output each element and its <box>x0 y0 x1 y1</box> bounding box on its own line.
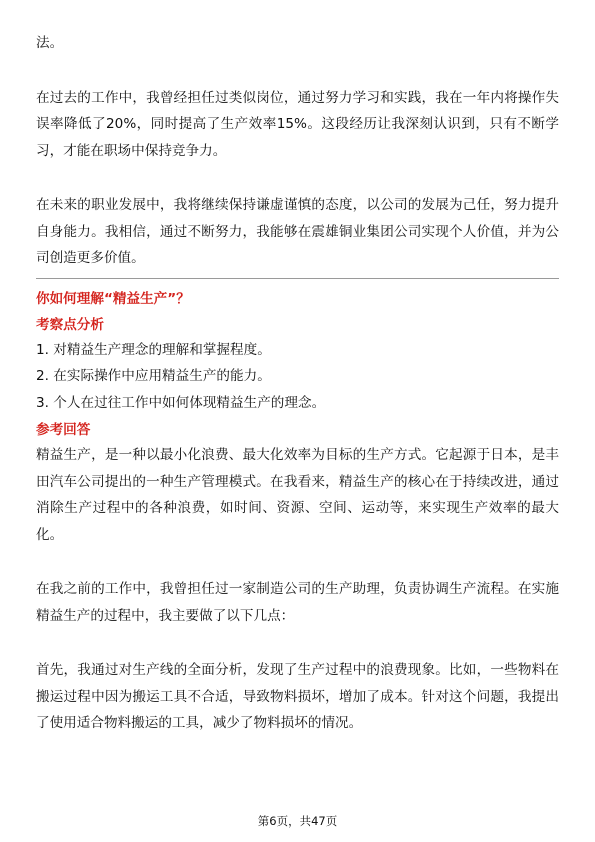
analysis-item-2: 2. 在实际操作中应用精益生产的能力。 <box>36 368 271 384</box>
page-footer: 第6页，共47页 <box>257 814 338 828</box>
answer-paragraph-3: 首先，我通过对生产线的全面分析，发现了生产过程中的浪费现象。比如，一些物料在搬运过程中因为搬运工具不合适，导致物料损坏，增加了成本。针对这个问题，我提出了使用适合物料搬运的工具，减少了物料损坏的情况。 <box>36 662 559 731</box>
paragraph-gap <box>36 548 559 576</box>
paragraph-gap <box>36 629 559 657</box>
paragraph-gap <box>36 164 559 192</box>
question-title: 你如何理解“精益生产”？ <box>36 290 190 307</box>
answer-paragraph-1: 精益生产，是一种以最小化浪费、最大化效率为目标的生产方式。它起源于日本，是丰田汽车公司提出的一种生产管理模式。在我看来，精益生产的核心在于持续改进，通过消除生产过程中的各种浪费，如时间、资源、空间、运动等，来实现生产效率的最大化。 <box>36 447 559 543</box>
intro-paragraph-2: 在过去的工作中，我曾经担任过类似岗位，通过努力学习和实践，我在一年内将操作失误率降低了20%，同时提高了生产效率15%。这段经历让我深刻认识到，只有不断学习，才能在职场中保持竞争力。 <box>36 89 559 159</box>
document-page <box>36 30 559 737</box>
analysis-item-3: 3. 个人在过往工作中如何体现精益生产的理念。 <box>36 394 326 411</box>
answer-paragraph-2: 在我之前的工作中，我曾担任过一家制造公司的生产助理，负责协调生产流程。在实施精益生产的过程中，我主要做了以下几点： <box>36 581 559 624</box>
section-divider <box>36 278 559 279</box>
intro-paragraph-1: 法。 <box>36 35 64 51</box>
intro-paragraph-3: 在未来的职业发展中，我将继续保持谦虚谨慎的态度，以公司的发展为己任，努力提升自身能力。我相信，通过不断努力，我能够在震雄铜业集团公司实现个人价值，并为公司创造更多价值。 <box>36 197 559 266</box>
analysis-heading: 考察点分析 <box>36 316 104 333</box>
answer-heading: 参考回答 <box>36 422 91 438</box>
paragraph-gap <box>36 57 559 85</box>
analysis-item-1: 1. 对精益生产理念的理解和掌握程度。 <box>36 341 271 358</box>
